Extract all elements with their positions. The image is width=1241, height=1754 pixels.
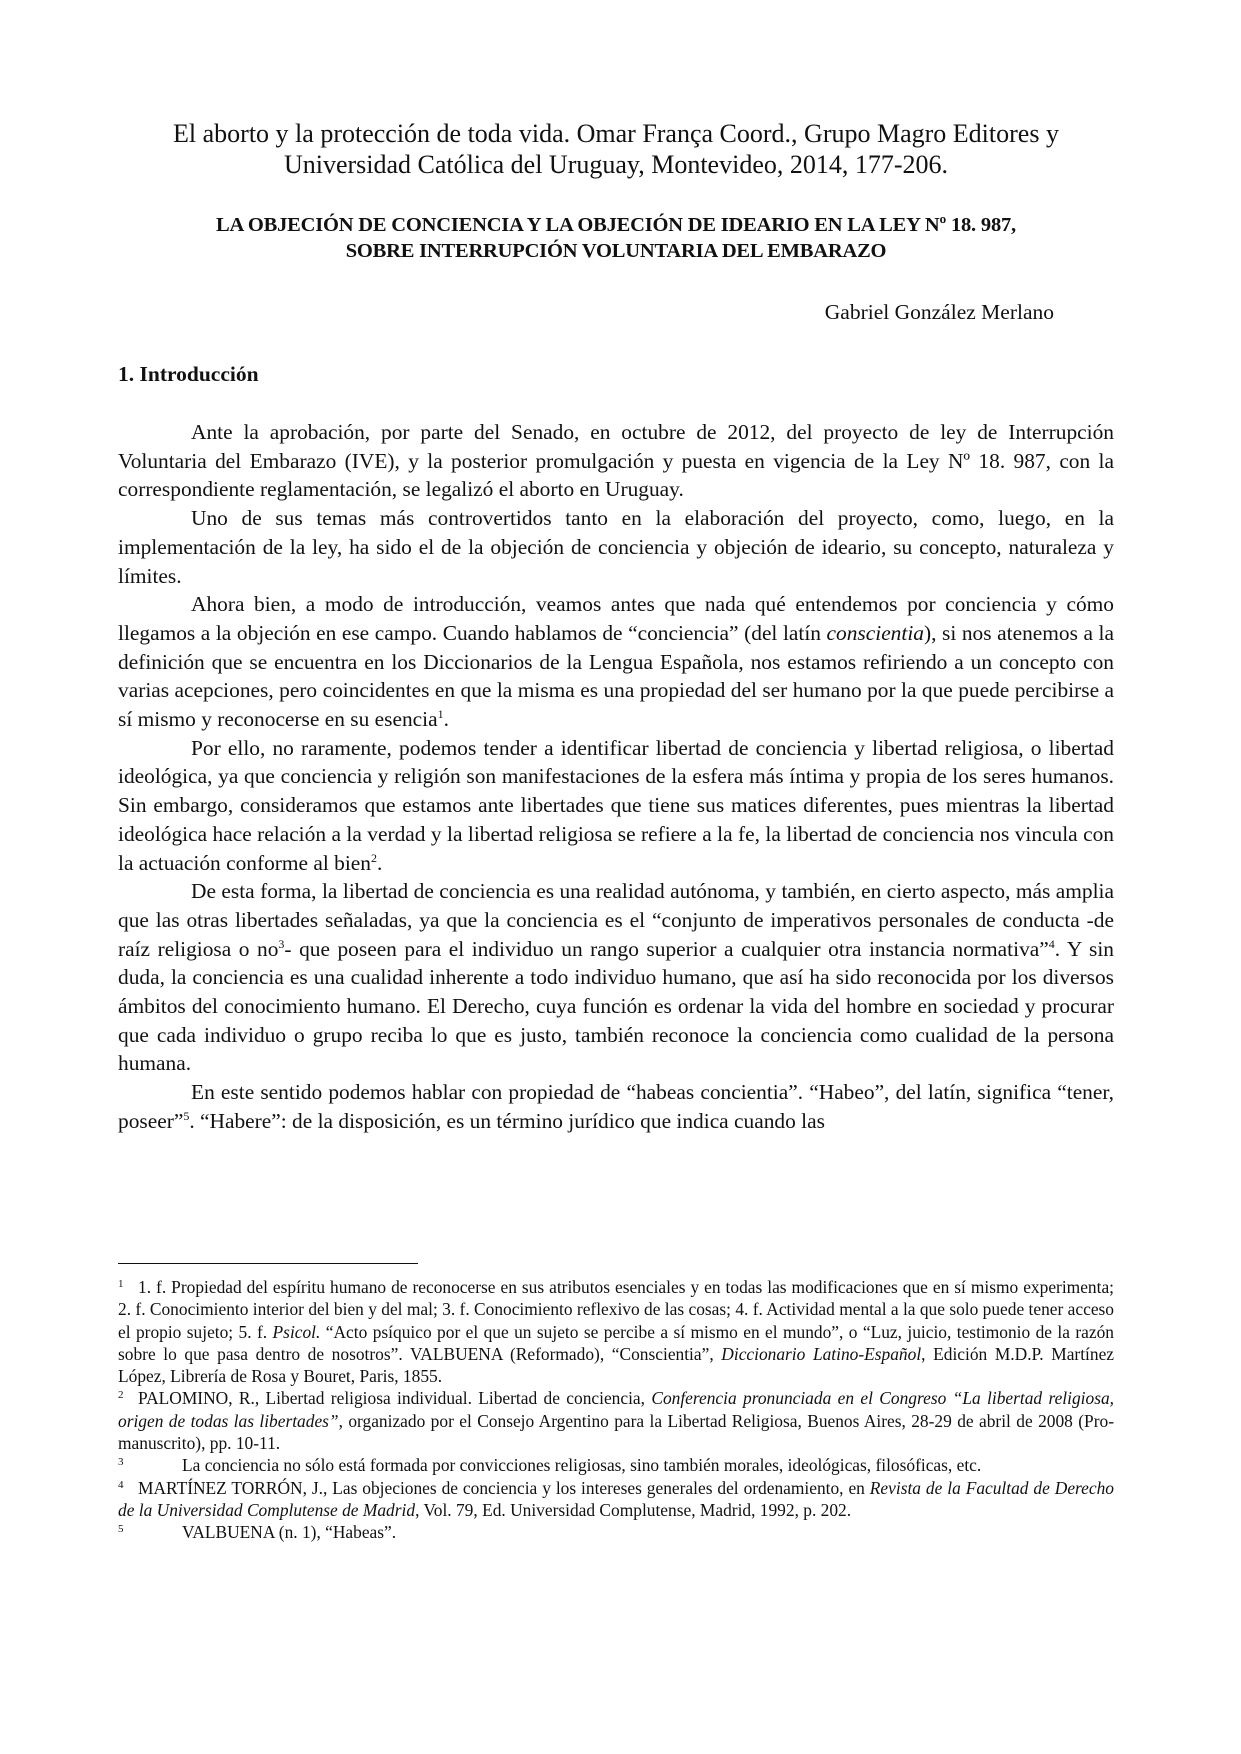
title-line-2: SOBRE INTERRUPCIÓN VOLUNTARIA DEL EMBARAZO bbox=[345, 240, 887, 262]
paragraph-text: - que poseen para el individuo un rango superior a cualquier otra instancia normativa” bbox=[284, 936, 1049, 961]
article-title bbox=[118, 212, 1114, 264]
footnote-italic: Diccionario Latino-Español bbox=[721, 1343, 922, 1364]
footnote-3 bbox=[118, 1454, 1114, 1476]
paragraph-text: . “Habere”: de la disposición, es un término jurídico que indica cuando las bbox=[189, 1108, 825, 1133]
footnote-1 bbox=[118, 1276, 1114, 1387]
title-line-1: LA OBJECIÓN DE CONCIENCIA Y LA OBJECIÓN DE IDEARIO EN LA LEY Nº 18. 987, bbox=[216, 214, 1016, 236]
footnote-text: , organizado por el Consejo Argentino para la Libertad Religiosa, Buenos Aires, 28-29 de abril de 2008 (Pro-manuscrito), pp. 10-11. bbox=[118, 1410, 1114, 1454]
citation-line-2: Universidad Católica del Uruguay, Montevideo, 2014, 177-206. bbox=[283, 150, 949, 179]
paragraph-text: ), si nos atenemos a la definición que se encuentra en los Diccionarios de la Lengua Española, nos estamos refiriendo a un concepto con varias acepciones, pero coincidentes en que la misma es una propiedad del ser humano por la que puede percibirse a sí mismo y reconocerse en su esencia bbox=[118, 620, 1114, 732]
footnote-ref[interactable]: 4 bbox=[1048, 936, 1055, 951]
footnote-text: “Acto psíquico por el que un sujeto se percibe a sí mismo en el mundo”, o “Luz, juicio, testimonio de la razón sobre lo que pasa dentro de nosotros”. VALBUENA (Reformado), “Conscientia”, bbox=[118, 1321, 1114, 1364]
footnote-text: VALBUENA (n. 1), “Habeas”. bbox=[182, 1522, 397, 1543]
footnote-separator bbox=[118, 1263, 418, 1264]
footnote-italic: Psicol. bbox=[272, 1321, 321, 1342]
latin-term: conscientia bbox=[826, 620, 924, 645]
paragraph: Uno de sus temas más controvertidos tanto en la elaboración del proyecto, como, luego, en la implementación de la ley, ha sido el de la objeción de conciencia y objeción de ideario, su concepto, naturaleza y límites. bbox=[118, 506, 1114, 588]
paragraph bbox=[118, 734, 1114, 878]
paragraph-text: . bbox=[377, 850, 383, 875]
paragraph-text: Por ello, no raramente, podemos tender a identificar libertad de conciencia y libertad religiosa, o libertad ideológica, ya que conciencia y religión son manifestaciones de la esfera más íntima y propia de los seres humanos. Sin embargo, consideramos que estamos ante libertades que tiene sus matices diferentes, pues mientras la libertad ideológica hace relación a la verdad y la libertad religiosa se refiere a la fe, la libertad de conciencia nos vincula con la actuación conforme al bien bbox=[118, 735, 1114, 875]
paragraph bbox=[118, 1078, 1114, 1135]
footnote-2 bbox=[118, 1387, 1114, 1454]
author-name: Gabriel González Merlano bbox=[824, 300, 1054, 324]
footnote-number: 1 bbox=[118, 1278, 124, 1290]
publication-citation bbox=[118, 118, 1114, 180]
footnote-italic: Revista de la Facultad de Derecho de la Universidad Complutense de Madrid bbox=[118, 1477, 1114, 1520]
paragraph-text: Ahora bien, a modo de introducción, veamos antes que nada qué entendemos por conciencia y cómo llegamos a la objeción en ese campo. Cuando hablamos de “conciencia” (del latín bbox=[118, 592, 1114, 645]
footnote-ref[interactable]: 2 bbox=[371, 850, 378, 865]
footnote-text: La conciencia no sólo está formada por convicciones religiosas, sino también morales, ideológicas, filosóficas, etc. bbox=[182, 1455, 982, 1476]
footnote-text: , Edición M.D.P. Martínez López, Librería de Rosa y Bouret, Paris, 1855. bbox=[118, 1343, 1115, 1387]
paragraph-text: En este sentido podemos hablar con propiedad de “habeas concientia”. “Habeo”, del latín, significa “tener, poseer” bbox=[118, 1080, 1114, 1133]
paragraph-text: . bbox=[443, 707, 449, 732]
footnotes bbox=[118, 1276, 1114, 1544]
paragraph: Ante la aprobación, por parte del Senado, en octubre de 2012, del proyecto de ley de Interrupción Voluntaria del Embarazo (IVE), y la posterior promulgación y puesta en vigencia de la Ley Nº 18. 987, con la correspondiente reglamentación, se legalizó el aborto en Uruguay. bbox=[118, 420, 1114, 502]
footnote-number: 4 bbox=[118, 1478, 124, 1491]
paragraph bbox=[118, 590, 1114, 734]
footnote-text: , Vol. 79, Ed. Universidad Complutense, Madrid, 1992, p. 202. bbox=[415, 1499, 852, 1520]
footnote-text: PALOMINO, R., Libertad religiosa individual. Libertad de conciencia, bbox=[138, 1388, 652, 1409]
footnote-italic: Conferencia pronunciada en el Congreso “La libertad religiosa, origen de todas las libertades” bbox=[118, 1388, 1115, 1431]
paragraph bbox=[118, 877, 1114, 1078]
footnote-5 bbox=[118, 1521, 1114, 1543]
body-text bbox=[118, 418, 1114, 1136]
footnote-ref[interactable]: 3 bbox=[278, 936, 285, 951]
footnote-ref[interactable]: 5 bbox=[183, 1108, 190, 1123]
footnote-number: 5 bbox=[118, 1523, 124, 1536]
paragraph-text: De esta forma, la libertad de conciencia es una realidad autónoma, y también, en cierto aspecto, más amplia que las otras libertades señaladas, ya que la conciencia es el “conjunto de imperativos personales de conducta -de raíz religiosa o no bbox=[118, 879, 1114, 961]
citation-line-1: El aborto y la protección de toda vida. Omar França Coord., Grupo Magro Editores y bbox=[173, 119, 1059, 148]
footnote-4 bbox=[118, 1477, 1114, 1522]
footnote-text: 1. f. Propiedad del espíritu humano de reconocerse en sus atributos esenciales y en todas las modificaciones que en sí mismo experimenta; 2. f. Conocimiento interior del bien y del mal; 3. f. Conocimiento reflexivo de las cosas; 4. f. Actividad mental a la que solo puede tener acceso el propio sujeto; 5. f. bbox=[118, 1277, 1114, 1342]
footnote-number: 3 bbox=[118, 1456, 124, 1469]
footnote-number: 2 bbox=[118, 1389, 124, 1402]
paragraph-text: . Y sin duda, la conciencia es una cualidad inherente a todo individuo humano, que así ha sido reconocida por los diversos ámbitos del conocimiento humano. El Derecho, cuya función es ordenar la vida del hombre en sociedad y procurar que cada individuo o grupo reciba lo que es justo, también reconoce la conciencia como cualidad de la persona humana. bbox=[118, 936, 1115, 1076]
footnote-text: MARTÍNEZ TORRÓN, J., Las objeciones de conciencia y los intereses generales del ordenamiento, en bbox=[138, 1477, 870, 1498]
footnote-ref[interactable]: 1 bbox=[437, 706, 444, 721]
section-heading: 1. Introducción bbox=[118, 362, 259, 386]
